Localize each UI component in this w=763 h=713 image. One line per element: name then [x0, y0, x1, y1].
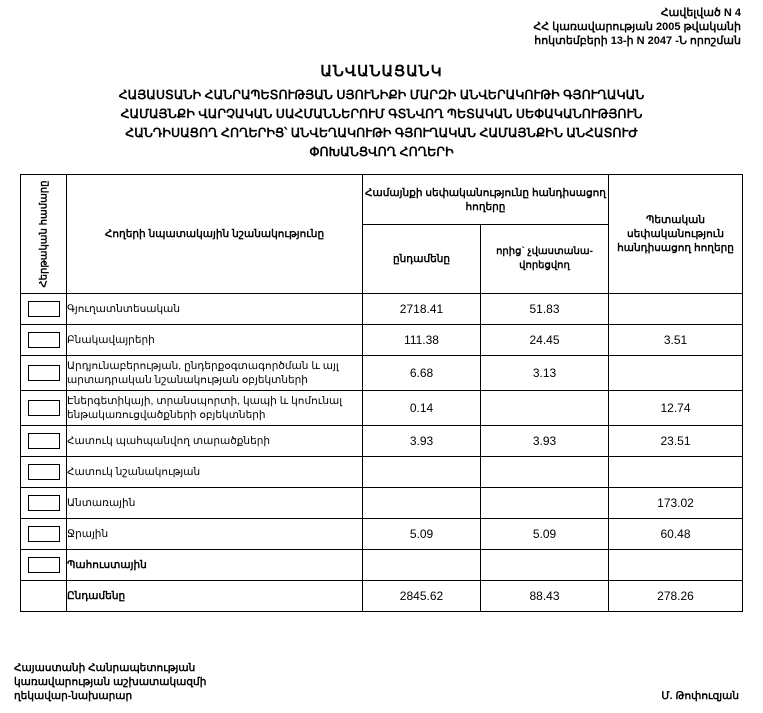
- row-of-which: [481, 550, 609, 581]
- row-total: 3.93: [363, 426, 481, 457]
- table-header-index-label: Հերթական համարը: [38, 180, 49, 288]
- row-name: Արդյունաբերության, ընդերքօգտագործման և այլ արտադրական նշանակության օբյեկտների: [67, 356, 363, 391]
- checkbox-icon[interactable]: [28, 433, 60, 449]
- row-of-which: 5.09: [481, 519, 609, 550]
- row-total: [363, 550, 481, 581]
- checkbox-icon[interactable]: [28, 557, 60, 573]
- row-checkbox-cell[interactable]: [21, 325, 67, 356]
- footer-line-2: կառավարության աշխատակազմի: [14, 676, 207, 688]
- row-of-which: 51.83: [481, 294, 609, 325]
- subtitle-line-4: ՓՈԽԱՆՑՎՈՂ ՀՈՂԵՐԻ: [309, 145, 454, 159]
- total-row-state: 278.26: [609, 581, 743, 612]
- checkbox-icon[interactable]: [28, 526, 60, 542]
- checkbox-icon[interactable]: [28, 464, 60, 480]
- row-name: Ջրային: [67, 519, 363, 550]
- table-header-total: ընդամենը: [363, 225, 481, 294]
- row-state: 60.48: [609, 519, 743, 550]
- row-checkbox-cell[interactable]: [21, 457, 67, 488]
- table-header-of-which: որից` չվաստանա- վորեցվող: [481, 225, 609, 294]
- row-name: Բնակավայրերի: [67, 325, 363, 356]
- doc-ref-line-3: հոկտեմբերի 13-ի N 2047 -Ն որոշման: [534, 35, 741, 47]
- row-state: [609, 294, 743, 325]
- row-checkbox-cell[interactable]: [21, 488, 67, 519]
- row-state: [609, 356, 743, 391]
- page-subtitle: [52, 86, 712, 162]
- table-row: [21, 519, 743, 550]
- row-checkbox-cell[interactable]: [21, 294, 67, 325]
- land-allocation-table: [20, 174, 743, 612]
- row-checkbox-cell[interactable]: [21, 391, 67, 426]
- doc-ref-line-1: Հավելված N 4: [660, 7, 741, 19]
- table-row: [21, 356, 743, 391]
- table-row: [21, 325, 743, 356]
- table-row: [21, 457, 743, 488]
- row-total: 111.38: [363, 325, 481, 356]
- total-row-blank: [21, 581, 67, 612]
- row-state: 12.74: [609, 391, 743, 426]
- total-row-total: 2845.62: [363, 581, 481, 612]
- footer-signatory-name: Մ. Թոփուզյան: [661, 690, 739, 702]
- table-total-row: [21, 581, 743, 612]
- document-footer: [14, 661, 749, 703]
- checkbox-icon[interactable]: [28, 332, 60, 348]
- table-header-name: Հողերի նպատակային նշանակությունը: [67, 175, 363, 294]
- row-total: [363, 457, 481, 488]
- document-reference: [14, 6, 741, 48]
- row-total: 2718.41: [363, 294, 481, 325]
- row-of-which: 24.45: [481, 325, 609, 356]
- row-of-which: [481, 488, 609, 519]
- row-state: [609, 457, 743, 488]
- row-checkbox-cell[interactable]: [21, 426, 67, 457]
- checkbox-icon[interactable]: [28, 301, 60, 317]
- row-total: 5.09: [363, 519, 481, 550]
- subtitle-line-3: ՀԱՆԴԻՍԱՑՈՂ ՀՈՂԵՐԻՑ՝ ԱՆՎԵՂԱԿՈՒԹԻ ԳՅՈՒՂԱԿԱՆ ՀԱՄԱՅՆՔԻՆ ԱՆՀԱՏՈՒԺ: [125, 126, 638, 140]
- row-name: Պահուստային: [67, 550, 363, 581]
- footer-line-3: ղեկավար-նախարար: [14, 690, 133, 702]
- page-title: ԱՆՎԱՆԱՑԱՆԿ: [320, 63, 443, 80]
- row-name: Էներգետիկայի, տրանսպորտի, կապի և կոմունալ ենթակառուցվածքների օբյեկտների: [67, 391, 363, 426]
- row-state: [609, 550, 743, 581]
- checkbox-icon[interactable]: [28, 495, 60, 511]
- row-name: Անտառային: [67, 488, 363, 519]
- row-name: Գյուղատնտեսական: [67, 294, 363, 325]
- table-header-index: [21, 175, 67, 294]
- total-row-label: Ընդամենը: [67, 581, 363, 612]
- footer-signatory-title: [14, 661, 206, 703]
- subtitle-line-1: ՀԱՅԱՍՏԱՆԻ ՀԱՆՐԱՊԵՏՈՒԹՅԱՆ ՍՅՈՒՆԻՔԻ ՄԱՐԶԻ ԱՆՎԵՐԱԿՈՒԹԻ ԳՅՈՒՂԱԿԱՆ: [118, 88, 645, 102]
- table-row: [21, 294, 743, 325]
- row-of-which: [481, 391, 609, 426]
- row-name: Հատուկ պահպանվող տարածքների: [67, 426, 363, 457]
- row-checkbox-cell[interactable]: [21, 356, 67, 391]
- row-state: 3.51: [609, 325, 743, 356]
- row-total: [363, 488, 481, 519]
- row-name: Հատուկ նշանակության: [67, 457, 363, 488]
- row-total: 0.14: [363, 391, 481, 426]
- table-header-community-group: Համայնքի սեփականությունը հանդիսացող հողերը: [363, 175, 609, 225]
- checkbox-icon[interactable]: [28, 365, 60, 381]
- row-state: 23.51: [609, 426, 743, 457]
- table-row: [21, 426, 743, 457]
- row-total: 6.68: [363, 356, 481, 391]
- footer-line-1: Հայաստանի Հանրապետության: [14, 662, 196, 674]
- subtitle-line-2: ՀԱՄԱՅՆՔԻ ՎԱՐՉԱԿԱՆ ՍԱՀՄԱՆՆԵՐՈՒՄ ԳՏՆՎՈՂ ՊԵՏԱԿԱՆ ՍԵՓԱԿԱՆՈՒԹՅՈՒՆ: [120, 107, 643, 121]
- table-header-state: Պետական սեփականություն հանդիսացող հողերը: [609, 175, 743, 294]
- table-row: [21, 550, 743, 581]
- row-checkbox-cell[interactable]: [21, 519, 67, 550]
- row-of-which: [481, 457, 609, 488]
- total-row-of-which: 88.43: [481, 581, 609, 612]
- row-state: 173.02: [609, 488, 743, 519]
- row-of-which: 3.93: [481, 426, 609, 457]
- row-checkbox-cell[interactable]: [21, 550, 67, 581]
- doc-ref-line-2: ՀՀ կառավարության 2005 թվականի: [533, 21, 741, 33]
- row-of-which: 3.13: [481, 356, 609, 391]
- table-row: [21, 391, 743, 426]
- checkbox-icon[interactable]: [28, 400, 60, 416]
- table-row: [21, 488, 743, 519]
